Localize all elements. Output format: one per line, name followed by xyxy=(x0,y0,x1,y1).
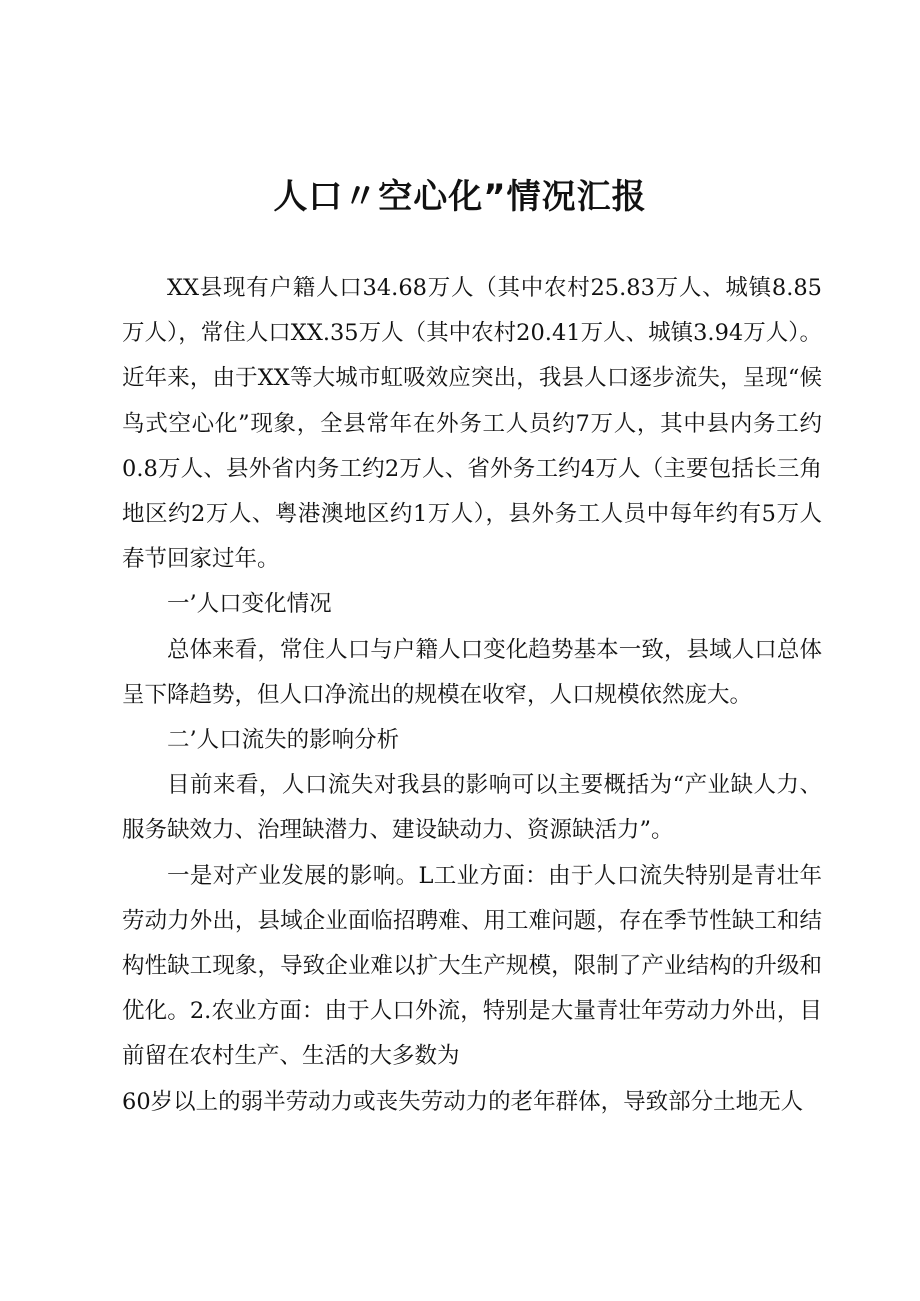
paragraph-population-trend: 总体来看，常住人口与户籍人口变化趋势基本一致，县域人口总体呈下降趋势，但人口净流出的规模在收窄，人口规模依然庞大。 xyxy=(122,636,822,708)
document-title: 人口〃空心化”情况汇报 xyxy=(273,177,647,217)
section-heading-population-change: 一’人口变化情况 xyxy=(167,591,332,618)
paragraph-population-overview: XX县现有户籍人口34.68万人（其中农村25.83万人、城镇8.85万人），常住人口XX.35万人（其中农村20.41万人、城镇3.94万人）。近年来，由于XX等大城市虹吸效应突出，我县人口逐步流失，呈现“候鸟式空心化”现象，全县常年在外务工人员约7万人，其中县内务工约0.8万人、县外省内务工约2万人、省外务工约4万人（主要包括长三角地区约2万人、粤港澳地区约1万人），县外务工人员中每年约有5万人春节回家过年。 xyxy=(122,275,822,573)
paragraph-continuation: 60岁以上的弱半劳动力或丧失劳动力的老年群体，导致部分土地无人 xyxy=(122,1088,804,1115)
section-heading-impact-analysis: 二’人口流失的影响分析 xyxy=(167,727,400,754)
paragraph-impact-summary: 目前来看，人口流失对我县的影响可以主要概括为“产业缺人力、服务缺效力、治理缺潜力、建设缺动力、资源缺活力”。 xyxy=(122,772,822,844)
document-body xyxy=(122,266,822,1125)
paragraph-industry-impact: 一是对产业发展的影响。L工业方面：由于人口流失特别是青壮年劳动力外出，县域企业面临招聘难、用工难问题，存在季节性缺工和结构性缺工现象，导致企业难以扩大生产规模，限制了产业结构的升级和优化。2.农业方面：由于人口外流，特别是大量青壮年劳动力外出，目前留在农村生产、生活的大多数为 xyxy=(122,862,822,1070)
